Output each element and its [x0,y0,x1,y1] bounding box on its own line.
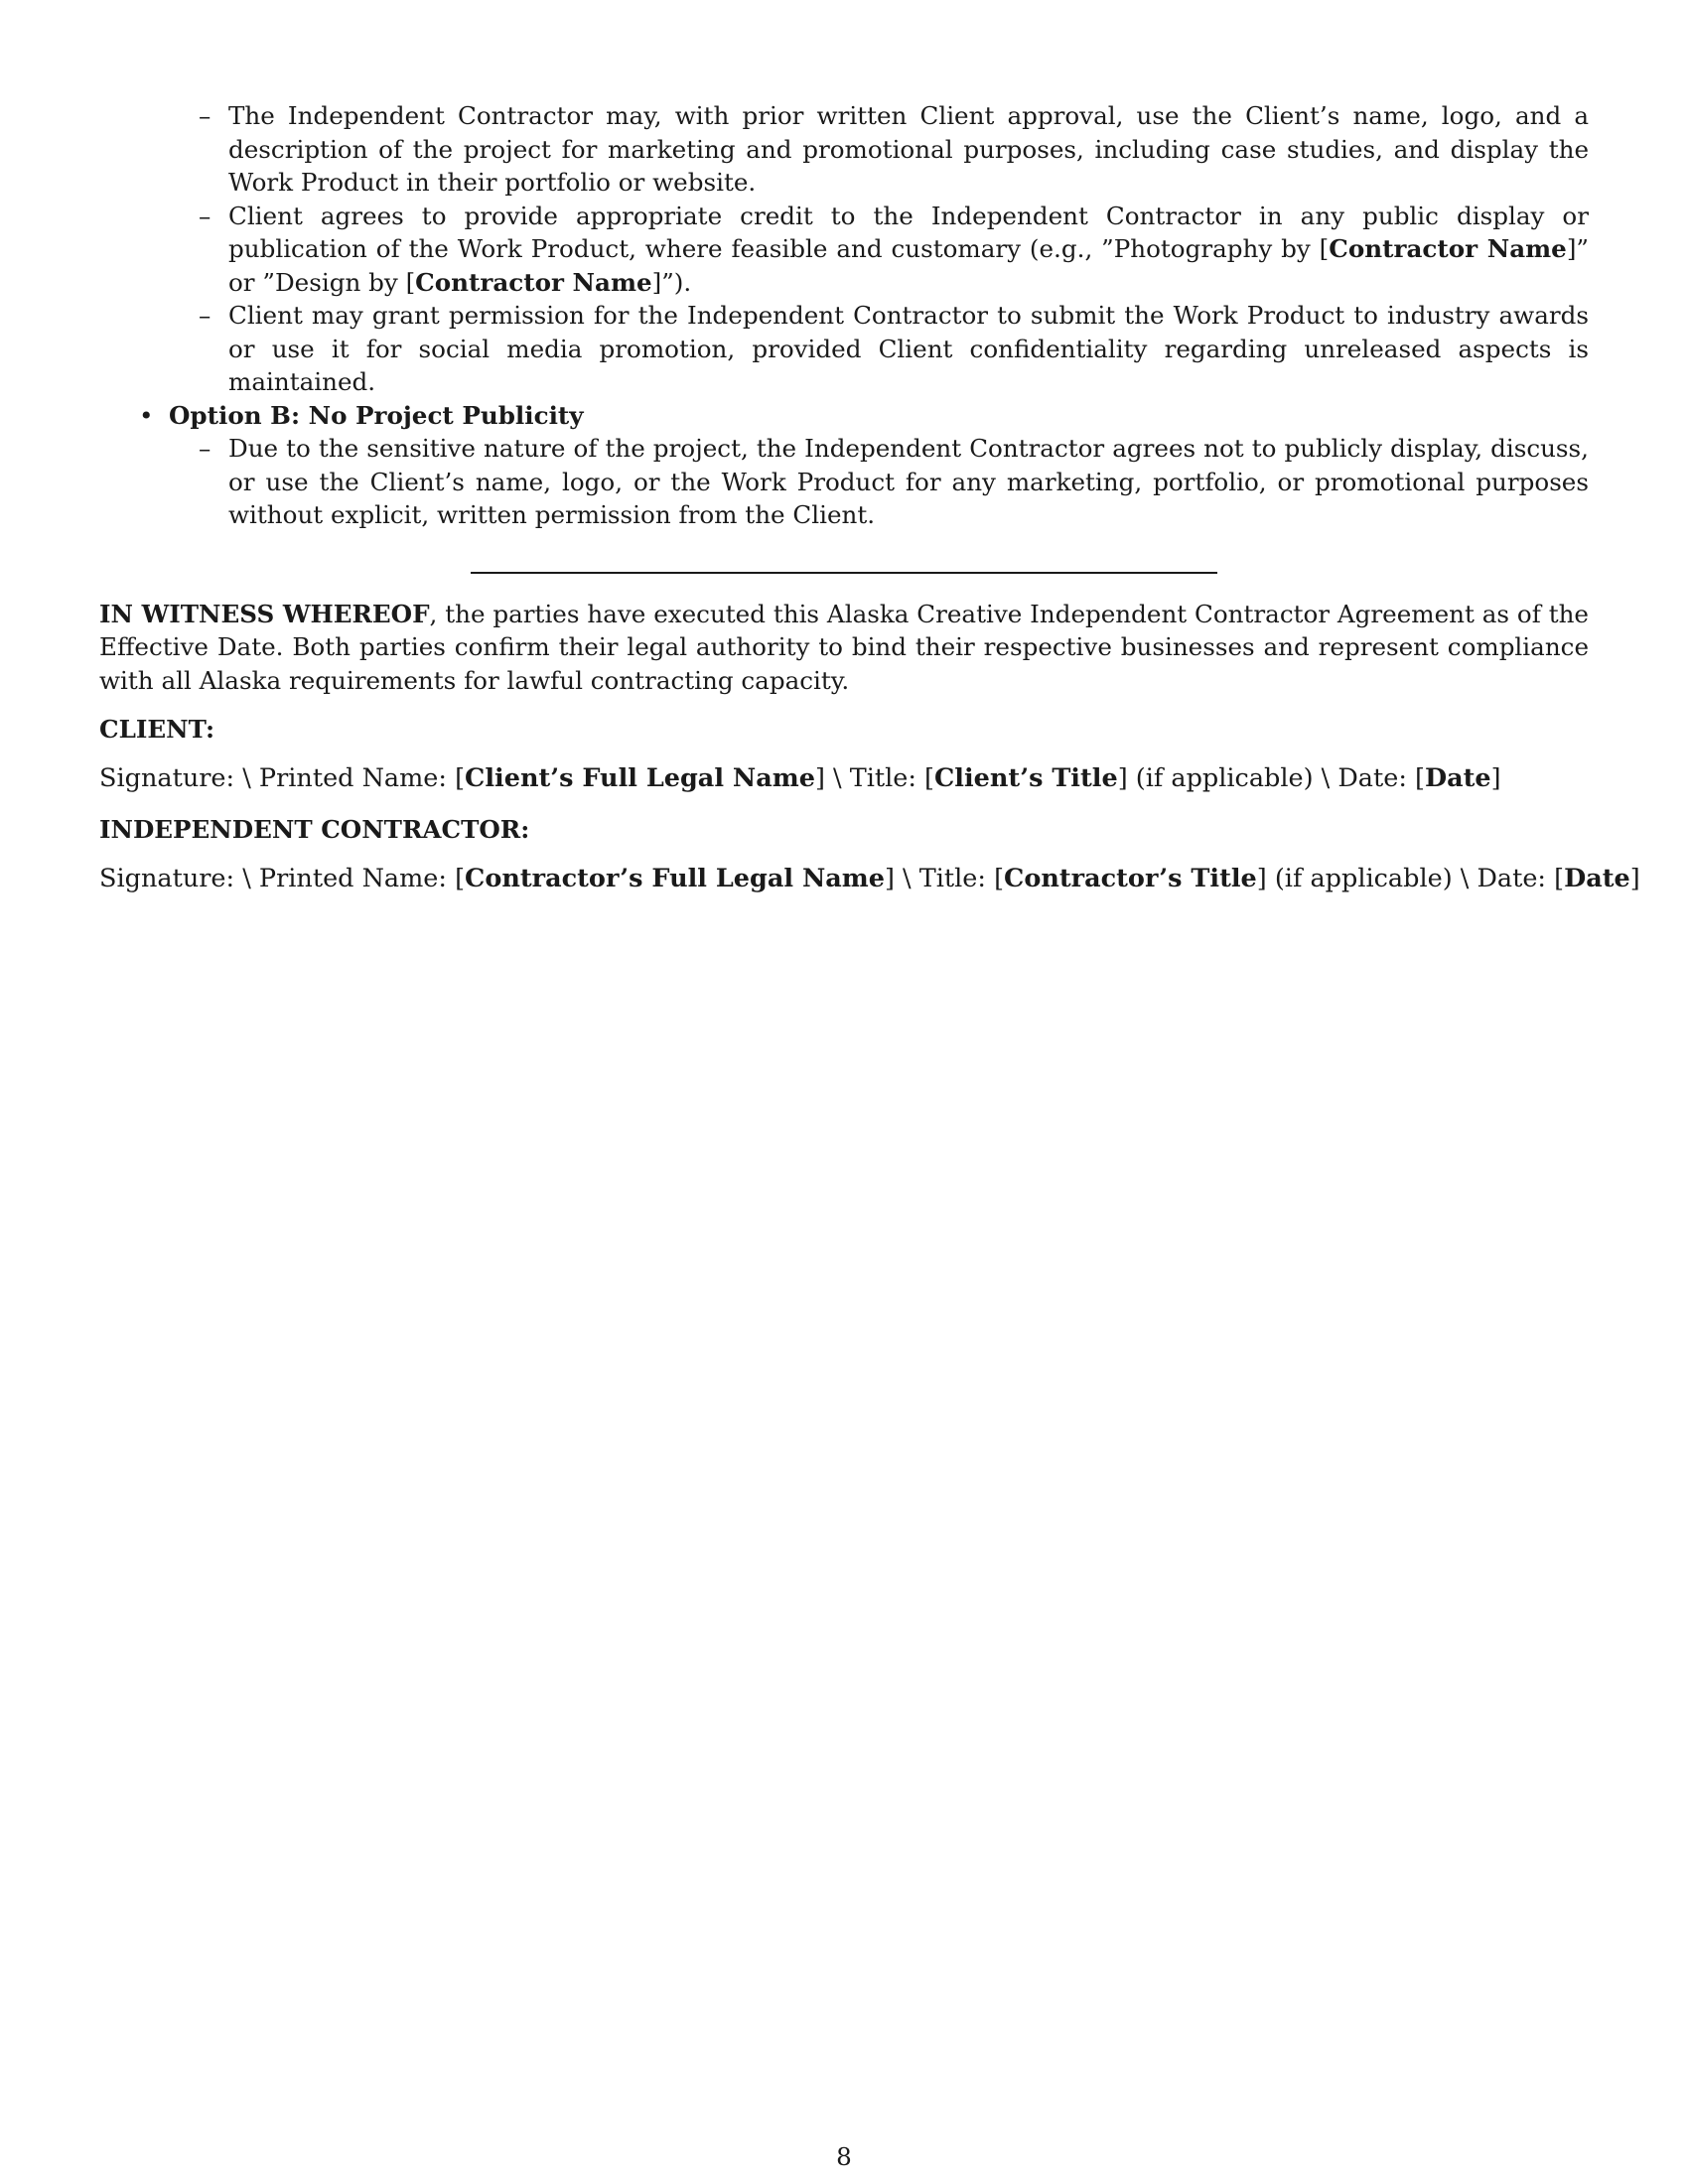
client-date-placeholder: Date [1425,762,1491,793]
option-b-heading: Option B: No Project Publicity [169,400,584,430]
dash-marker: – [199,301,211,330]
list-item-text: Client agrees to provide appropriate credit to the Independent Contractor in any public display or publication of the Work Product, where feasible and customary (e.g., ”Photography by [ [228,201,1589,263]
placeholder-contractor-name: Contractor Name [1329,234,1567,263]
client-title-placeholder: Client’s Title [934,762,1118,793]
dash-marker: – [199,101,211,130]
horizontal-rule [471,572,1217,574]
client-heading: CLIENT: [99,715,215,744]
signature-label: Signature: \ Printed Name: [ [99,863,466,893]
contractor-heading: INDEPENDENT CONTRACTOR: [99,815,530,844]
dash-marker: – [199,434,211,463]
page-number: 8 [836,2142,852,2171]
title-label: ] \ Title: [ [814,762,934,793]
dash-marker: – [199,201,211,230]
list-item-text: Client may grant permission for the Independent Contractor to submit the Work Product to industry awards or use it for social media promotion, provided Client confidentiality regarding unreleased aspects is maintained. [228,301,1589,396]
list-item-text: ]” or ”Design by [ [228,234,1589,297]
option-a-list [99,99,1589,399]
list-item-text: The Independent Contractor may, with prior written Client approval, use the Client’s name, logo, and a description of the project for marketing and promotional purposes, including case studies, and display the Work Product in their portfolio or website. [228,101,1589,197]
contractor-title-placeholder: Contractor’s Title [1004,863,1257,893]
client-signature-line [99,762,1589,796]
date-label: ] (if applicable) \ Date: [ [1117,762,1425,793]
date-label: ] (if applicable) \ Date: [ [1256,863,1565,893]
contractor-date-placeholder: Date [1564,863,1630,893]
list-item [199,432,1589,532]
option-b-section [99,399,1589,532]
title-label: ] \ Title: [ [884,863,1005,893]
option-b-list [169,432,1589,532]
contractor-name-placeholder: Contractor’s Full Legal Name [465,863,885,893]
list-item [199,299,1589,399]
placeholder-contractor-name: Contractor Name [415,267,652,297]
witness-lead: IN WITNESS WHEREOF [99,599,430,628]
witness-paragraph [99,598,1589,698]
bracket-close: ] [1490,762,1501,793]
list-item-text: ]”). [651,267,692,297]
document-page [99,99,1640,913]
list-item [199,99,1589,200]
bracket-close: ] [1629,863,1640,893]
bullet-marker: • [139,400,154,430]
list-item-text: Due to the sensitive nature of the project, the Independent Contractor agrees not to publicly display, discuss, or use the Client’s name, logo, or the Work Product for any marketing, portfolio, or promotional purposes without explicit, written permission from the Client. [228,434,1589,529]
client-name-placeholder: Client’s Full Legal Name [465,762,815,793]
signature-label: Signature: \ Printed Name: [ [99,762,466,793]
witness-text: , the parties have executed this Alaska Creative Independent Contractor Agreement as of the Effective Date. Both parties confirm their legal authority to bind their respective businesses and represent compliance with all Alaska requirements for lawful contracting capacity. [99,599,1589,695]
contractor-signature-line [99,863,1640,896]
list-item [199,200,1589,300]
